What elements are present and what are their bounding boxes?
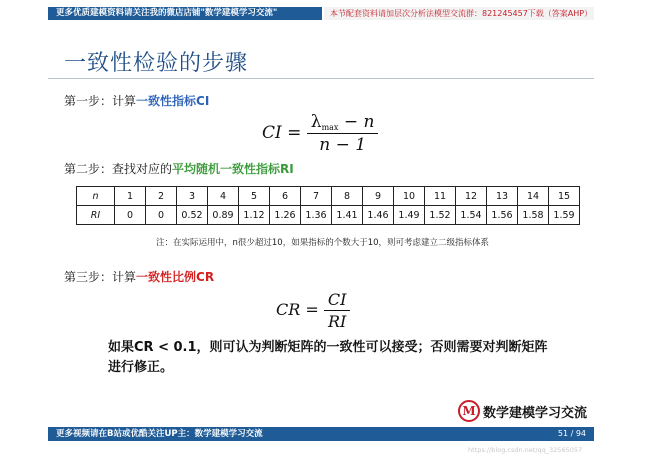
ri-cell: 1.49 <box>394 206 425 225</box>
ci-formula-numerator <box>307 112 379 134</box>
cr-formula <box>276 290 350 331</box>
lambda-symbol: λ <box>310 112 322 132</box>
n-cell: 14 <box>518 187 549 206</box>
step-2-prefix: 第二步：查找对应的 <box>64 162 173 176</box>
ri-cell: 1.56 <box>487 206 518 225</box>
ri-cell: 1.52 <box>425 206 456 225</box>
ri-cell: 1.12 <box>239 206 270 225</box>
step-1-highlight: 一致性指标CI <box>136 94 210 108</box>
ri-table <box>76 186 580 225</box>
ri-cell: 1.46 <box>363 206 394 225</box>
ci-numerator-rest: − n <box>338 112 375 132</box>
n-cell: 3 <box>177 187 208 206</box>
row-label-ri: RI <box>77 206 115 225</box>
slide-title: 一致性检验的步骤 <box>64 51 249 76</box>
top-banner <box>0 0 650 36</box>
ri-cell: 1.36 <box>301 206 332 225</box>
n-cell: 9 <box>363 187 394 206</box>
step-2-highlight: 平均随机一致性指标RI <box>172 162 294 176</box>
ci-formula-denominator: n − 1 <box>319 135 367 155</box>
n-cell: 2 <box>146 187 177 206</box>
row-label-n: n <box>77 187 115 206</box>
watermark: https://blog.csdn.net/qq_32565057 <box>468 446 583 454</box>
n-cell: 10 <box>394 187 425 206</box>
cr-formula-numerator: CI <box>324 290 351 311</box>
n-cell: 13 <box>487 187 518 206</box>
title-divider <box>48 78 594 79</box>
step-3-prefix: 第三步：计算 <box>64 270 137 284</box>
ci-formula-equals: = <box>287 123 302 143</box>
step-3 <box>64 268 214 285</box>
n-cell: 5 <box>239 187 270 206</box>
ri-cell: 0.89 <box>208 206 239 225</box>
brand <box>458 400 587 422</box>
cr-formula-denominator: RI <box>327 312 347 331</box>
top-banner-right: 本节配套资料请加层次分析法模型交流群：821245457下载（答案AHP） <box>324 7 594 20</box>
ri-cell: 1.26 <box>270 206 301 225</box>
lambda-subscript: max <box>321 123 339 132</box>
bottom-banner-text: 更多视频请在B站或优酷关注UP主：数学建模学习交流 <box>56 429 263 439</box>
step-1-prefix: 第一步：计算 <box>64 94 137 108</box>
ri-cell: 0 <box>115 206 146 225</box>
top-banner-left: 更多优质建模资料请关注我的微店店铺"数学建模学习交流" <box>48 7 322 20</box>
n-cell: 8 <box>332 187 363 206</box>
n-cell: 7 <box>301 187 332 206</box>
cr-formula-fraction <box>324 290 351 331</box>
step-2 <box>64 160 294 177</box>
table-row <box>77 187 580 206</box>
ci-formula <box>262 112 378 155</box>
footnote: 注：在实际运用中，n很少超过10，如果指标的个数大于10，则可考虑建立二级指标体系 <box>156 238 490 248</box>
ri-cell: 0.52 <box>177 206 208 225</box>
ri-cell: 1.54 <box>456 206 487 225</box>
n-cell: 6 <box>270 187 301 206</box>
ci-formula-lhs: CI <box>262 123 282 143</box>
n-cell: 4 <box>208 187 239 206</box>
ri-cell: 1.59 <box>549 206 580 225</box>
step-1 <box>64 92 209 109</box>
n-cell: 15 <box>549 187 580 206</box>
brand-logo-icon: M <box>458 400 480 422</box>
table-row <box>77 206 580 225</box>
ri-cell: 0 <box>146 206 177 225</box>
n-cell: 12 <box>456 187 487 206</box>
page-number: 51 / 94 <box>557 429 586 438</box>
cr-formula-equals: = <box>305 300 319 319</box>
n-cell: 11 <box>425 187 456 206</box>
conclusion-text: 如果CR < 0.1，则可认为判断矩阵的一致性可以接受；否则需要对判断矩阵进行修正。 <box>108 340 548 375</box>
ci-formula-fraction <box>307 112 379 155</box>
cr-formula-lhs: CR <box>276 300 301 319</box>
n-cell: 1 <box>115 187 146 206</box>
step-3-highlight: 一致性比例CR <box>136 270 215 284</box>
ri-cell: 1.41 <box>332 206 363 225</box>
brand-name: 数学建模学习交流 <box>483 405 588 421</box>
bottom-banner <box>48 427 594 441</box>
ri-cell: 1.58 <box>518 206 549 225</box>
